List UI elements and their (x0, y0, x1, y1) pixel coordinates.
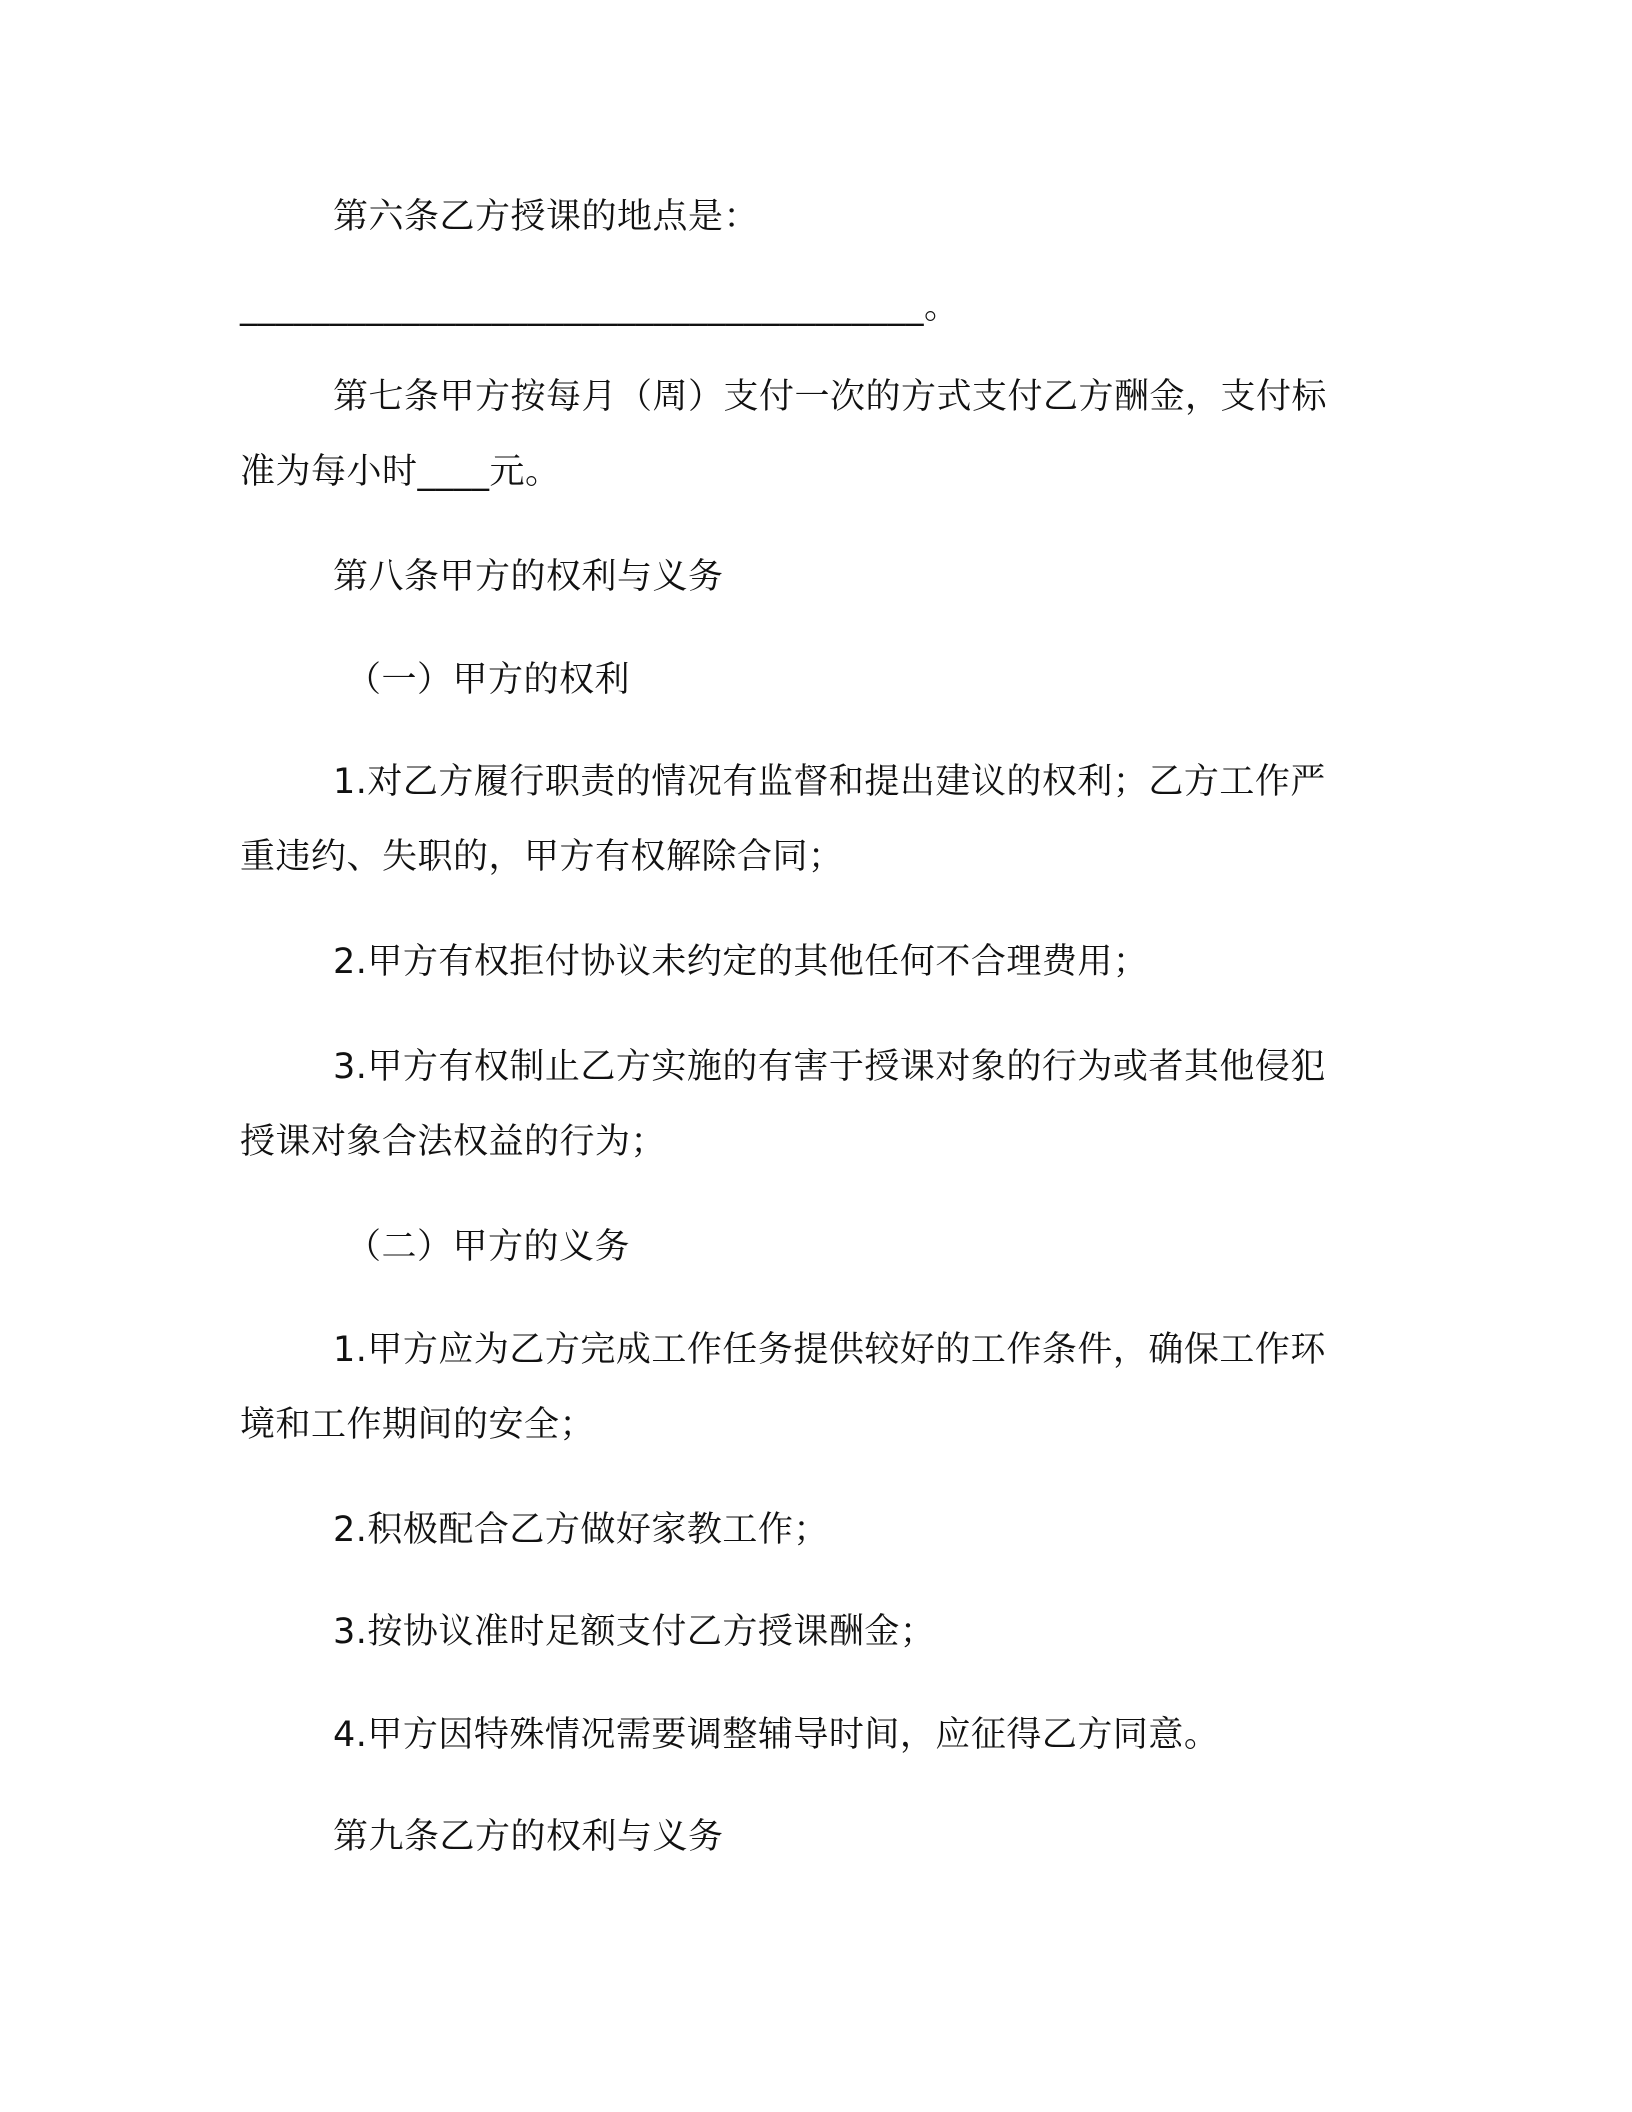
obligations-item-4: 4.甲方因特殊情况需要调整辅导时间，应征得乙方同意。 (333, 1715, 1220, 1755)
obligations-item-1-line-1: 1.甲方应为乙方完成工作任务提供较好的工作条件，确保工作环 (333, 1330, 1326, 1370)
article-7-line-2: 准为每小时____元。 (240, 452, 561, 492)
article-7-line-1: 第七条甲方按每月（周）支付一次的方式支付乙方酬金，支付标 (333, 377, 1328, 417)
location-blank-line: ______________________________________。 (240, 287, 960, 327)
rights-item-2: 2.甲方有权拒付协议未约定的其他任何不合理费用； (333, 942, 1149, 982)
article-6-heading: 第六条乙方授课的地点是： (333, 197, 760, 237)
party-a-rights-heading: （一）甲方的权利 (346, 660, 631, 700)
obligations-item-3: 3.按协议准时足额支付乙方授课酬金； (333, 1612, 936, 1652)
article-9-heading: 第九条乙方的权利与义务 (333, 1817, 724, 1857)
rights-item-3-line-2: 授课对象合法权益的行为； (240, 1122, 667, 1162)
rights-item-3-line-1: 3.甲方有权制止乙方实施的有害于授课对象的行为或者其他侵犯 (333, 1047, 1326, 1087)
party-a-obligations-heading: （二）甲方的义务 (346, 1227, 631, 1267)
obligations-item-1-line-2: 境和工作期间的安全； (240, 1405, 596, 1445)
rights-item-1-line-1: 1.对乙方履行职责的情况有监督和提出建议的权利；乙方工作严 (333, 762, 1326, 802)
obligations-item-2: 2.积极配合乙方做好家教工作； (333, 1510, 829, 1550)
rights-item-1-line-2: 重违约、失职的，甲方有权解除合同； (240, 837, 844, 877)
article-8-heading: 第八条甲方的权利与义务 (333, 557, 724, 597)
